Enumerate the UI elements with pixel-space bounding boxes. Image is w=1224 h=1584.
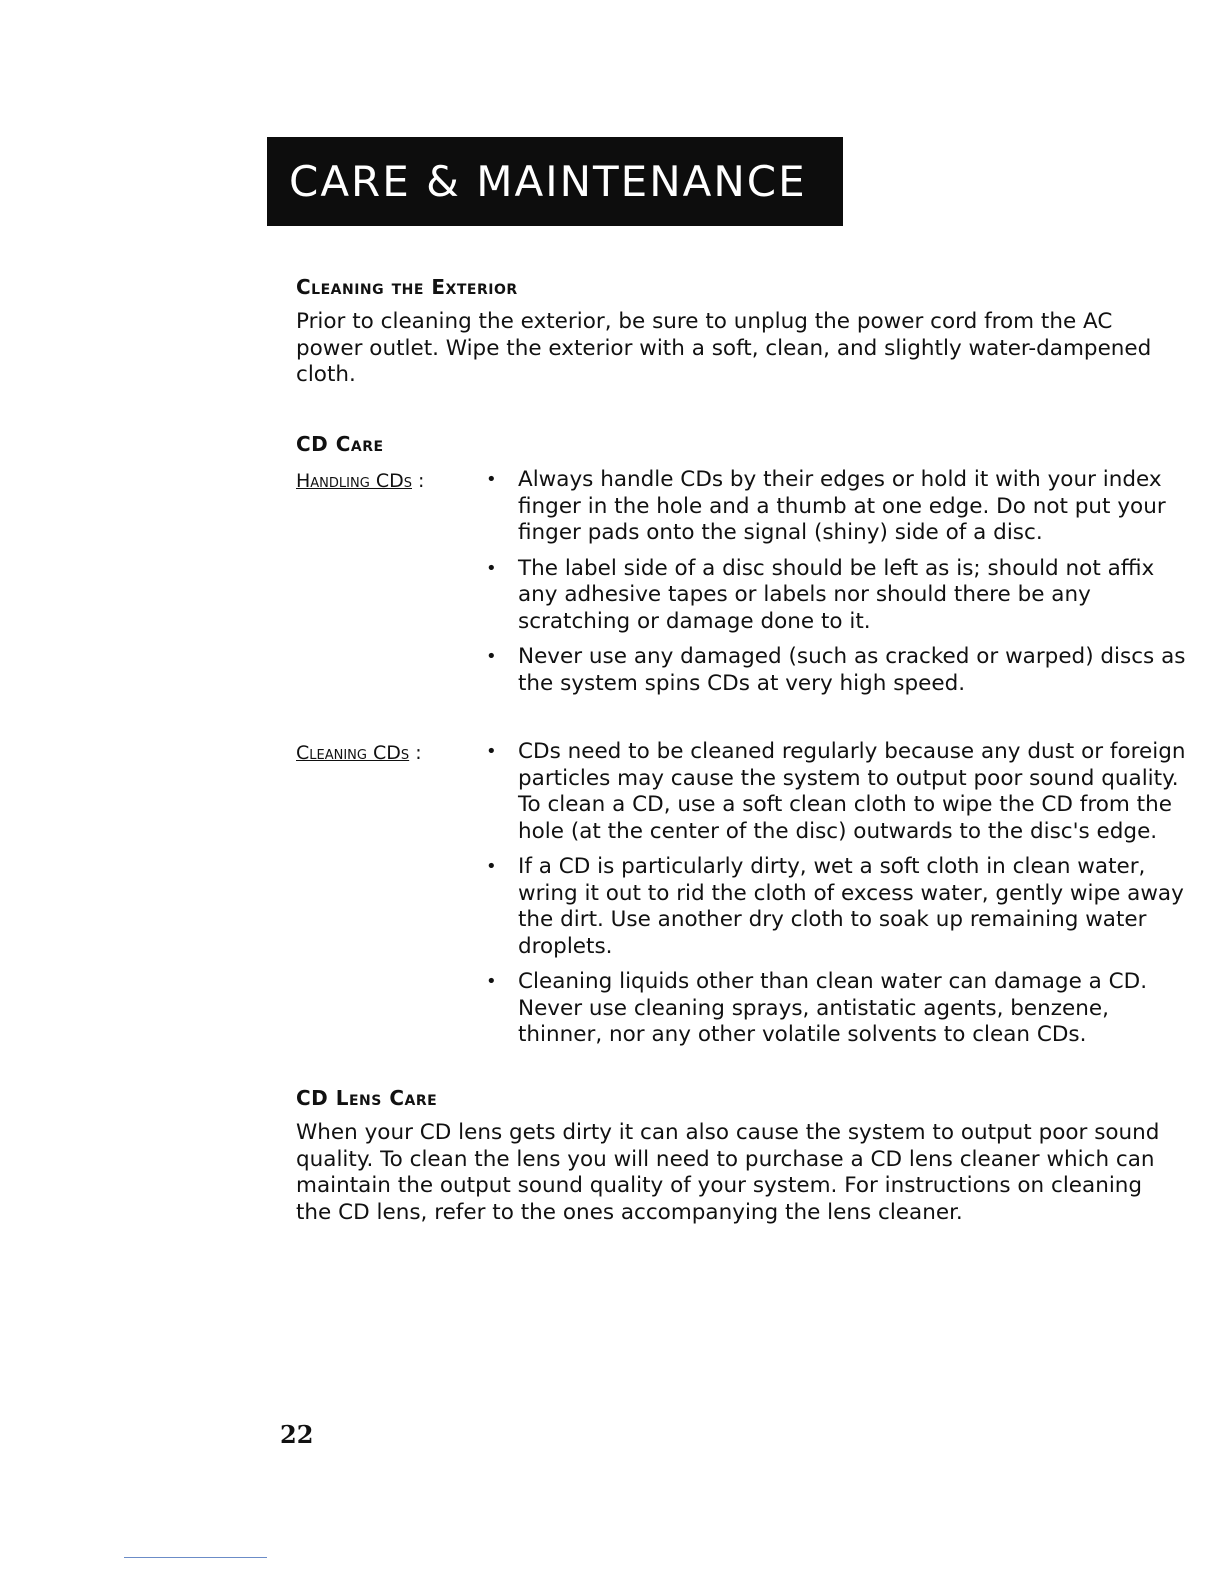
footer-divider xyxy=(124,1557,267,1558)
list-item: • Cleaning liquids other than clean water can damage a CD. Never use cleaning sprays, antistatic agents, benzene, thinner, nor any other volatile solvents to clean CDs. xyxy=(486,969,1148,1047)
lens-care-text: When your CD lens gets dirty it can also cause the system to output poor sound quality. To clean the lens you will need to purchase a CD lens cleaner which can maintain the output sound quality of your system. For instructions on cleaning the CD lens, refer to the ones accompanying the lens cleaner. xyxy=(296,1120,1160,1225)
page-title: CARE & MAINTENANCE xyxy=(289,157,807,206)
list-item: • The label side of a disc should be left as is; should not affix any adhesive tapes or labels nor should there be any scratching or damage done to it. xyxy=(486,555,1155,634)
section-heading-cd-care: CD Care xyxy=(296,432,384,456)
cleaning-cds-list xyxy=(486,739,1186,1058)
list-item: • CDs need to be cleaned regularly because any dust or foreign particles may cause the system to output poor sound quality. To clean a CD, use a soft clean cloth to wipe the CD from the hole (at the center of the disc) outwards to the disc's edge. xyxy=(486,739,1186,844)
bullet-icon: • xyxy=(486,856,497,877)
bullet-icon: • xyxy=(486,741,497,762)
list-item: • Never use any damaged (such as cracked or warped) discs as the system spins CDs at very high speed. xyxy=(486,644,1186,696)
bullet-icon: • xyxy=(486,557,497,579)
list-item: • If a CD is particularly dirty, wet a soft cloth in clean water, wring it out to rid the cloth of excess water, gently wipe away the dirt. Use another dry cloth to soak up remaining water droplets. xyxy=(486,854,1184,959)
bullet-icon: • xyxy=(486,469,497,490)
handling-cds-label: Handling CDs : xyxy=(296,470,425,492)
cleaning-exterior-text: Prior to cleaning the exterior, be sure to unplug the power cord from the AC power outlet. Wipe the exterior with a soft, clean, and slightly water-dampened cloth. xyxy=(296,309,1152,387)
cleaning-cds-label: Cleaning CDs : xyxy=(296,742,422,764)
bullet-icon: • xyxy=(486,646,497,667)
handling-cds-list xyxy=(486,467,1186,706)
section-heading-cleaning-exterior: Cleaning the Exterior xyxy=(296,275,518,299)
bullet-icon: • xyxy=(486,971,497,992)
section-heading-lens-care: CD Lens Care xyxy=(296,1086,438,1110)
page-title-banner xyxy=(267,137,843,226)
page-number: 22 xyxy=(280,1420,314,1449)
list-item: • Always handle CDs by their edges or hold it with your index finger in the hole and a thumb at one edge. Do not put your finger pads onto the signal (shiny) side of a disc. xyxy=(486,467,1166,545)
